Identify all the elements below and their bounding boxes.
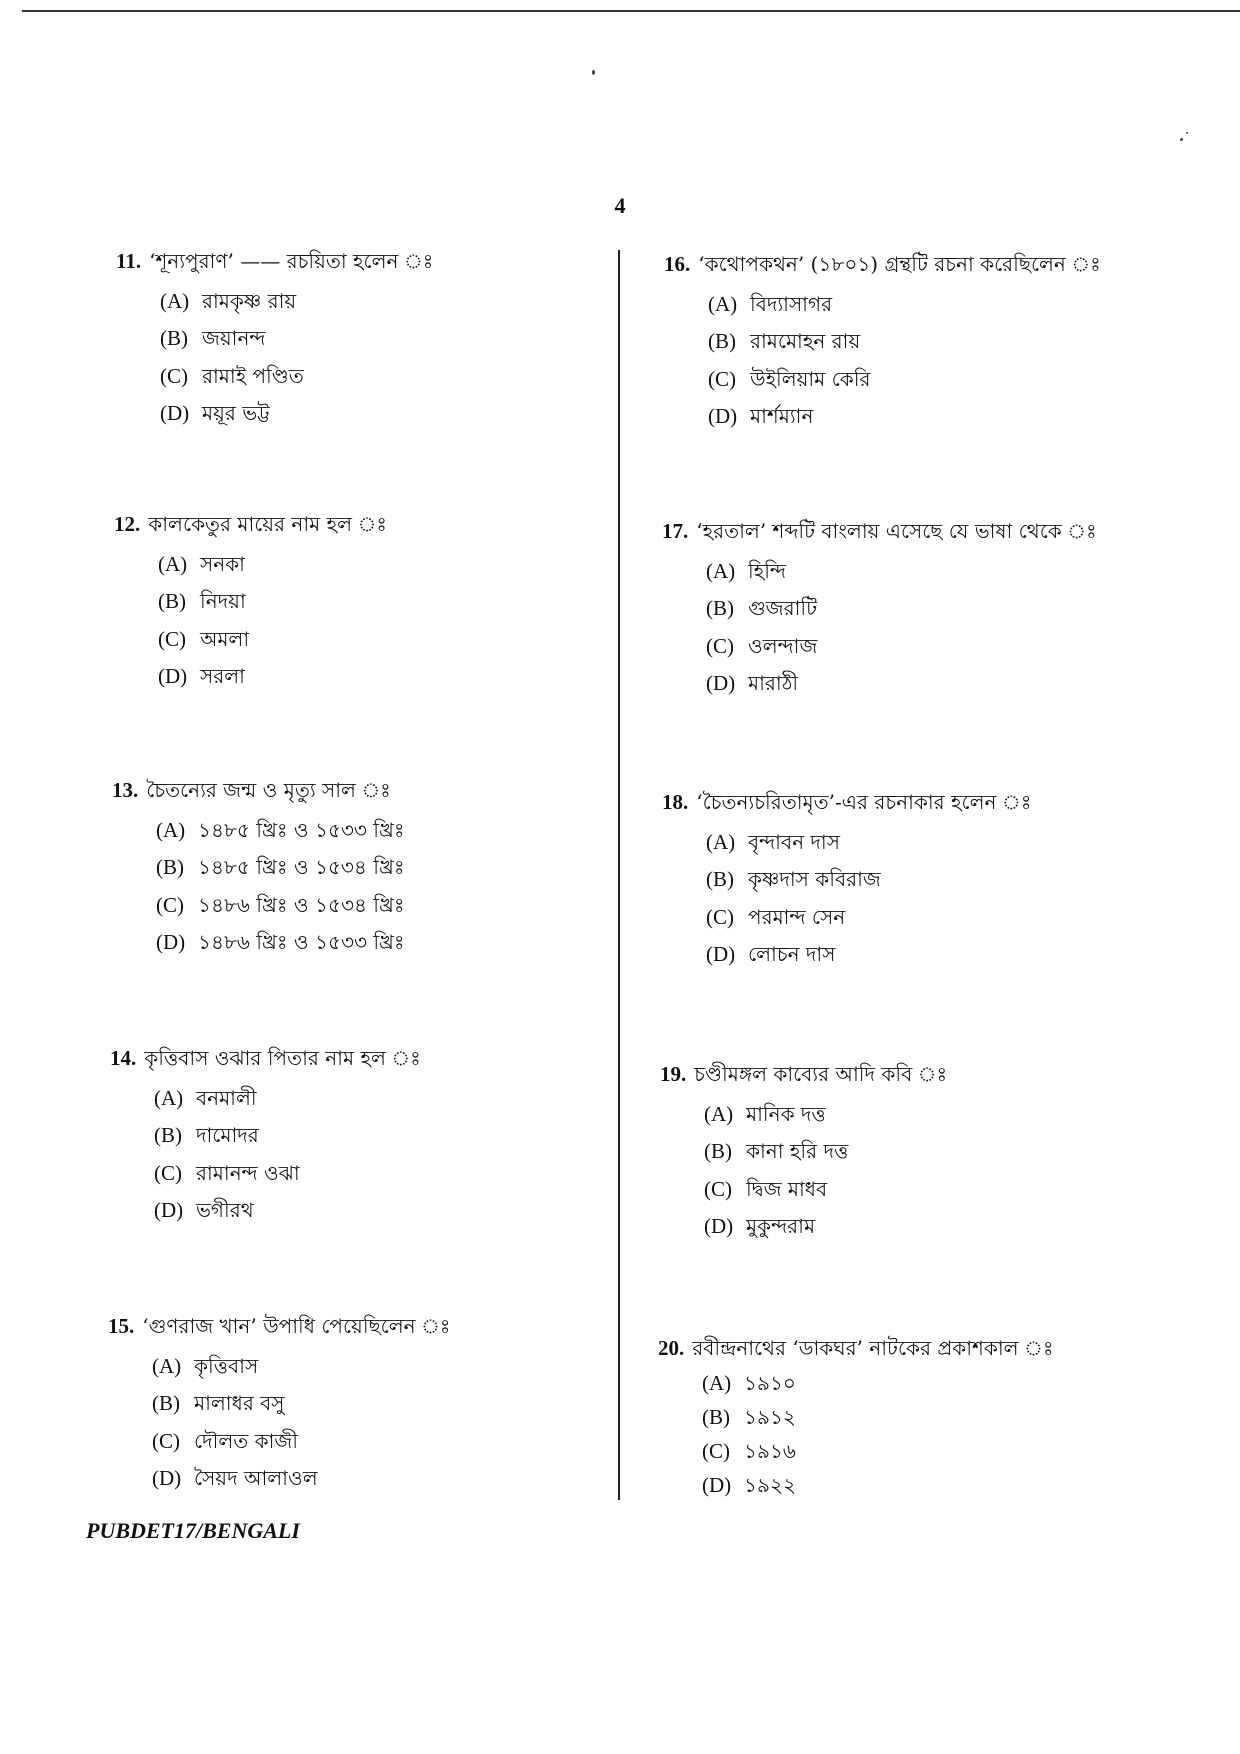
option-a <box>708 286 1101 323</box>
option-letter: (C) <box>706 633 734 658</box>
option-letter: (A) <box>160 289 190 313</box>
option-text: কৃষ্ণদাস কবিরাজ <box>748 867 881 892</box>
options-list <box>662 824 1031 973</box>
option-letter: (D) <box>160 400 190 425</box>
option-text: দ্বিজ মাধব <box>746 1176 828 1201</box>
option-b <box>154 1117 421 1154</box>
question-number: 15. <box>108 1314 135 1338</box>
option-b <box>706 590 1097 627</box>
option-text: ১৯১০ <box>744 1371 796 1395</box>
option-text: দামোদর <box>196 1123 259 1148</box>
option-c <box>156 887 405 924</box>
question-20 <box>658 1332 1054 1502</box>
option-text: ১৯২২ <box>744 1473 796 1497</box>
option-letter: (B) <box>706 596 734 621</box>
question-11 <box>116 245 433 432</box>
option-a <box>160 283 433 320</box>
option-text: নিদয়া <box>200 589 246 614</box>
question-stem: চণ্ডীমঙ্গল কাব্যের আদি কবি ঃ <box>694 1062 948 1086</box>
option-letter: (D) <box>158 663 188 688</box>
option-text: মার্শম্যান <box>750 403 814 428</box>
question-12 <box>114 508 387 695</box>
option-text: লোচন দাস <box>748 941 836 966</box>
option-text: সরলা <box>200 663 245 688</box>
option-text: ময়ূর ভট্ট <box>202 400 270 425</box>
question-stem: ‘চৈতন্যচরিতামৃত’-এর রচনাকার হলেন ঃ <box>696 790 1032 814</box>
option-letter: (B) <box>704 1139 732 1164</box>
option-letter: (D) <box>702 1473 732 1497</box>
option-c <box>706 628 1097 665</box>
option-a <box>706 824 1031 861</box>
option-text: পরমান্দ সেন <box>748 904 846 929</box>
option-text: হিন্দি <box>748 559 786 583</box>
option-a <box>706 553 1097 590</box>
option-c <box>704 1171 947 1208</box>
options-list <box>108 1348 450 1497</box>
option-letter: (B) <box>708 329 736 354</box>
question-15 <box>108 1310 450 1497</box>
option-a <box>158 546 387 583</box>
option-letter: (A) <box>152 1354 182 1378</box>
option-letter: (C) <box>154 1160 182 1185</box>
question-stem: ‘কথোপকথন’ (১৮০১) গ্রন্থটি রচনা করেছিলেন ঃ <box>698 252 1101 276</box>
option-text: ১৪৮৫ খ্রিঃ ও ১৫৩৪ খ্রিঃ <box>198 855 405 880</box>
option-letter: (B) <box>152 1391 180 1416</box>
option-a <box>156 812 405 849</box>
option-letter: (A) <box>704 1102 734 1126</box>
question-16 <box>664 248 1101 435</box>
question-stem: কালকেতুর মায়ের নাম হল ঃ <box>148 512 387 536</box>
option-text: কৃত্তিবাস <box>194 1354 259 1378</box>
option-b <box>702 1400 1054 1434</box>
question-stem: ‘হরতাল’ শব্দটি বাংলায় এসেছে যে ভাষা থেকে ঃ <box>696 519 1097 543</box>
option-text: ১৪৮৬ খ্রিঃ ও ১৫৩৩ খ্রিঃ <box>198 929 405 954</box>
page-top-rule <box>22 10 1240 12</box>
option-b <box>160 320 433 357</box>
option-letter: (A) <box>706 830 736 854</box>
paper-code: PUBDET17/BENGALI <box>86 1518 300 1543</box>
option-b <box>706 861 1031 898</box>
option-letter: (C) <box>704 1176 732 1201</box>
option-d <box>154 1192 421 1229</box>
option-text: রামকৃষ্ণ রায় <box>202 289 297 313</box>
option-letter: (C) <box>706 904 734 929</box>
option-text: ১৯১৬ <box>744 1439 796 1463</box>
question-stem: চৈতন্যের জন্ম ও মৃত্যু সাল ঃ <box>146 778 391 802</box>
option-c <box>708 361 1101 398</box>
option-c <box>160 358 433 395</box>
page-number: 4 <box>614 193 626 218</box>
option-d <box>156 924 405 961</box>
question-number: 16. <box>664 252 691 276</box>
option-letter: (B) <box>154 1123 182 1148</box>
option-letter: (B) <box>156 855 184 880</box>
option-a <box>152 1348 450 1385</box>
option-b <box>158 583 387 620</box>
option-c <box>154 1155 421 1192</box>
option-text: অমলা <box>200 626 250 651</box>
option-letter: (A) <box>702 1371 732 1395</box>
option-letter: (C) <box>708 366 736 391</box>
question-14 <box>110 1042 421 1229</box>
question-number: 11. <box>116 249 142 273</box>
option-d <box>152 1460 450 1497</box>
option-letter: (D) <box>704 1213 734 1238</box>
option-letter: (C) <box>158 626 186 651</box>
question-number: 18. <box>662 790 689 814</box>
option-text: মারাঠী <box>748 670 799 695</box>
option-letter: (A) <box>706 559 736 583</box>
option-letter: (D) <box>708 403 738 428</box>
option-text: রামাই পণ্ডিত <box>202 363 304 388</box>
option-text: সৈয়দ আলাওল <box>194 1465 318 1490</box>
options-list <box>110 1080 421 1229</box>
option-text: ভগীরথ <box>196 1197 254 1222</box>
option-b <box>704 1133 947 1170</box>
option-text: বিদ্যাসাগর <box>750 292 833 316</box>
option-text: কানা হরি দত্ত <box>746 1139 849 1164</box>
option-text: বনমালী <box>196 1086 257 1110</box>
option-text: উইলিয়াম কেরি <box>750 366 871 391</box>
option-letter: (D) <box>154 1197 184 1222</box>
question-19 <box>660 1058 947 1245</box>
option-text: দৌলত কাজী <box>194 1428 299 1453</box>
option-text: মানিক দত্ত <box>746 1102 826 1126</box>
option-text: রামমোহন রায় <box>750 329 861 354</box>
option-b <box>152 1385 450 1422</box>
option-letter: (C) <box>156 892 184 917</box>
option-d <box>708 398 1101 435</box>
option-text: গুজরাটি <box>748 596 818 621</box>
option-c <box>152 1423 450 1460</box>
question-stem: ‘গুণরাজ খান’ উপাধি পেয়েছিলেন ঃ <box>142 1314 451 1338</box>
option-d <box>160 395 433 432</box>
option-text: ১৪৮৬ খ্রিঃ ও ১৫৩৪ খ্রিঃ <box>198 892 405 917</box>
option-text: মুকুন্দরাম <box>746 1213 816 1238</box>
option-letter: (A) <box>708 292 738 316</box>
option-letter: (A) <box>154 1086 184 1110</box>
option-c <box>702 1434 1054 1468</box>
option-letter: (B) <box>160 326 188 351</box>
option-text: ওলন্দাজ <box>748 633 818 658</box>
scan-speck <box>1186 132 1188 134</box>
options-list <box>660 1096 947 1245</box>
option-text: রামানন্দ ওঝা <box>196 1160 300 1185</box>
option-text: জয়ানন্দ <box>202 326 266 351</box>
option-text: সনকা <box>200 552 245 576</box>
option-b <box>708 323 1101 360</box>
option-letter: (D) <box>156 929 186 954</box>
option-d <box>702 1468 1054 1502</box>
question-13 <box>112 774 405 961</box>
scan-speck <box>592 70 595 75</box>
options-list <box>664 286 1101 435</box>
option-letter: (C) <box>702 1439 730 1463</box>
question-number: 13. <box>112 778 139 802</box>
option-c <box>706 899 1031 936</box>
option-letter: (D) <box>152 1465 182 1490</box>
option-b <box>156 849 405 886</box>
option-letter: (C) <box>160 363 188 388</box>
question-17 <box>662 515 1097 702</box>
options-list <box>658 1366 1054 1502</box>
option-d <box>704 1208 947 1245</box>
option-letter: (D) <box>706 670 736 695</box>
option-letter: (B) <box>702 1405 730 1429</box>
option-text: বৃন্দাবন দাস <box>748 830 840 854</box>
option-a <box>702 1366 1054 1400</box>
options-list <box>114 546 387 695</box>
question-number: 12. <box>114 512 141 536</box>
option-text: মালাধর বসু <box>194 1391 285 1416</box>
question-stem: রবীন্দ্রনাথের ‘ডাকঘর’ নাটকের প্রকাশকাল ঃ <box>692 1336 1054 1360</box>
option-letter: (D) <box>706 941 736 966</box>
options-list <box>662 553 1097 702</box>
options-list <box>116 283 433 432</box>
question-number: 14. <box>110 1046 137 1070</box>
options-list <box>112 812 405 961</box>
option-letter: (A) <box>158 552 188 576</box>
question-stem: ‘শূন্যপুরাণ’ —— রচয়িতা হলেন ঃ <box>149 249 434 273</box>
option-d <box>706 936 1031 973</box>
option-text: ১৪৮৫ খ্রিঃ ও ১৫৩৩ খ্রিঃ <box>198 818 405 842</box>
question-number: 17. <box>662 519 689 543</box>
column-divider <box>618 250 620 1500</box>
option-letter: (A) <box>156 818 186 842</box>
option-d <box>158 658 387 695</box>
option-letter: (B) <box>158 589 186 614</box>
question-18 <box>662 786 1031 973</box>
option-letter: (C) <box>152 1428 180 1453</box>
scan-speck <box>1180 138 1183 141</box>
question-stem: কৃত্তিবাস ওঝার পিতার নাম হল ঃ <box>144 1046 421 1070</box>
option-c <box>158 621 387 658</box>
option-text: ১৯১২ <box>744 1405 796 1429</box>
question-number: 20. <box>658 1336 685 1360</box>
option-letter: (B) <box>706 867 734 892</box>
question-number: 19. <box>660 1062 687 1086</box>
option-d <box>706 665 1097 702</box>
option-a <box>704 1096 947 1133</box>
option-a <box>154 1080 421 1117</box>
